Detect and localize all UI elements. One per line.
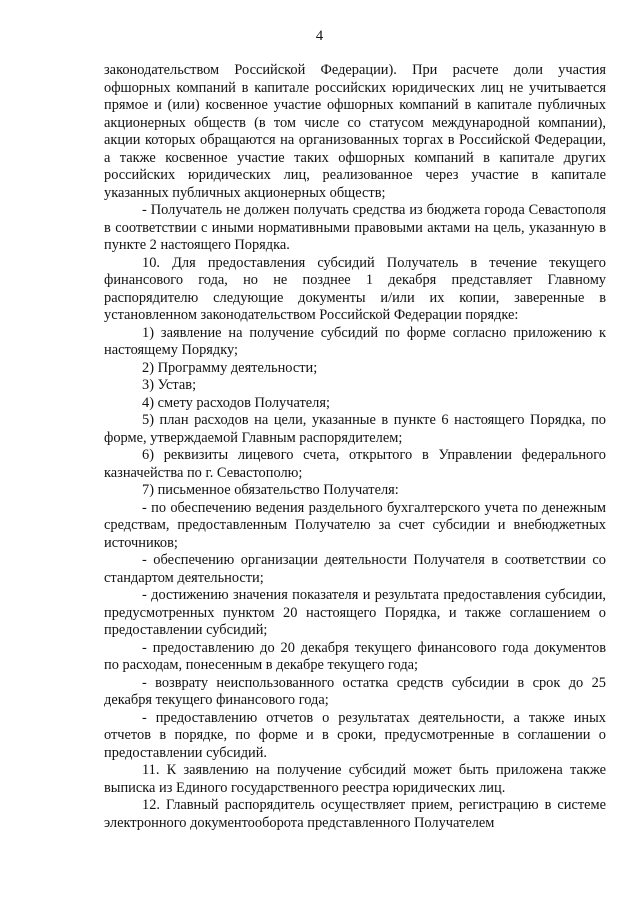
obligation-december-documents: - предоставлению до 20 декабря текущего финансового года документов по расходам, понесенным в декабре текущего года; xyxy=(104,639,606,673)
obligation-refund: - возврату неиспользованного остатка средств субсидии в срок до 25 декабря текущего финансового года; xyxy=(104,674,606,708)
obligation-standard: - обеспечению организации деятельности Получателя в соответствии со стандартом деятельности; xyxy=(104,552,606,586)
paragraph-item-11: 11. К заявлению на получение субсидий может быть приложена также выписка из Единого государственного реестра юридических лиц. xyxy=(104,762,606,796)
list-item-3: 3) Устав; xyxy=(142,377,197,393)
obligation-reports: - предоставлению отчетов о результатах деятельности, а также иных отчетов в порядке, по форме и в сроки, предусмотренные в соглашении о предоставлении субсидий. xyxy=(104,709,606,761)
list-item-6: 6) реквизиты лицевого счета, открытого в Управлении федерального казначейства по г. Севастополю; xyxy=(104,447,606,481)
paragraph-item-10: 10. Для предоставления субсидий Получатель в течение текущего финансового года, но не позднее 1 декабря представляет Главному распорядителю следующие документы и/или их копии, заверенные в установленном законодательством Российской Федерации порядке: xyxy=(104,254,606,323)
list-item-4: 4) смету расходов Получателя; xyxy=(142,394,330,411)
obligation-indicators: - достижению значения показателя и результата предоставления субсидии, предусмотренных пунктом 20 настоящего Порядка, и также соглашением о предоставлении субсидий; xyxy=(104,587,606,638)
paragraph-offshore-continuation: законодательством Российской Федерации). При расчете доли участия офшорных компаний в капитале российских юридических лиц не учитывается прямое и (или) косвенное участие офшорных компаний в капитале публичных акционерных обществ (в том числе со статусом международной компании), акции которых обращаются на организованных торгах в Российской Федерации, а также косвенное участие таких офшорных компаний в капитале других российских юридических лиц, реализованное через участие в капитале указанных публичных акционерных обществ; xyxy=(104,62,606,201)
list-item-1: 1) заявление на получение субсидий по форме согласно приложению к настоящему Порядку; xyxy=(104,324,606,358)
list-item-7: 7) письменное обязательство Получателя: xyxy=(142,482,399,498)
obligation-accounting: - по обеспечению ведения раздельного бухгалтерского учета по денежным средствам, предоставленным Получателю за счет субсидии и внебюджетных источников; xyxy=(104,499,606,551)
paragraph-budget-condition: - Получатель не должен получать средства из бюджета города Севастополя в соответствии с иными нормативными правовыми актами на цель, указанную в пункте 2 настоящего Порядка. xyxy=(104,202,606,253)
document-body xyxy=(104,62,606,832)
page-number: 4 xyxy=(315,28,324,44)
list-item-2: 2) Программу деятельности; xyxy=(142,359,318,376)
paragraph-item-12: 12. Главный распорядитель осуществляет прием, регистрацию в системе электронного документооборота представленного Получателем xyxy=(104,797,606,831)
list-item-5: 5) план расходов на цели, указанные в пункте 6 настоящего Порядка, по форме, утверждаемой Главным распорядителем; xyxy=(104,412,606,446)
